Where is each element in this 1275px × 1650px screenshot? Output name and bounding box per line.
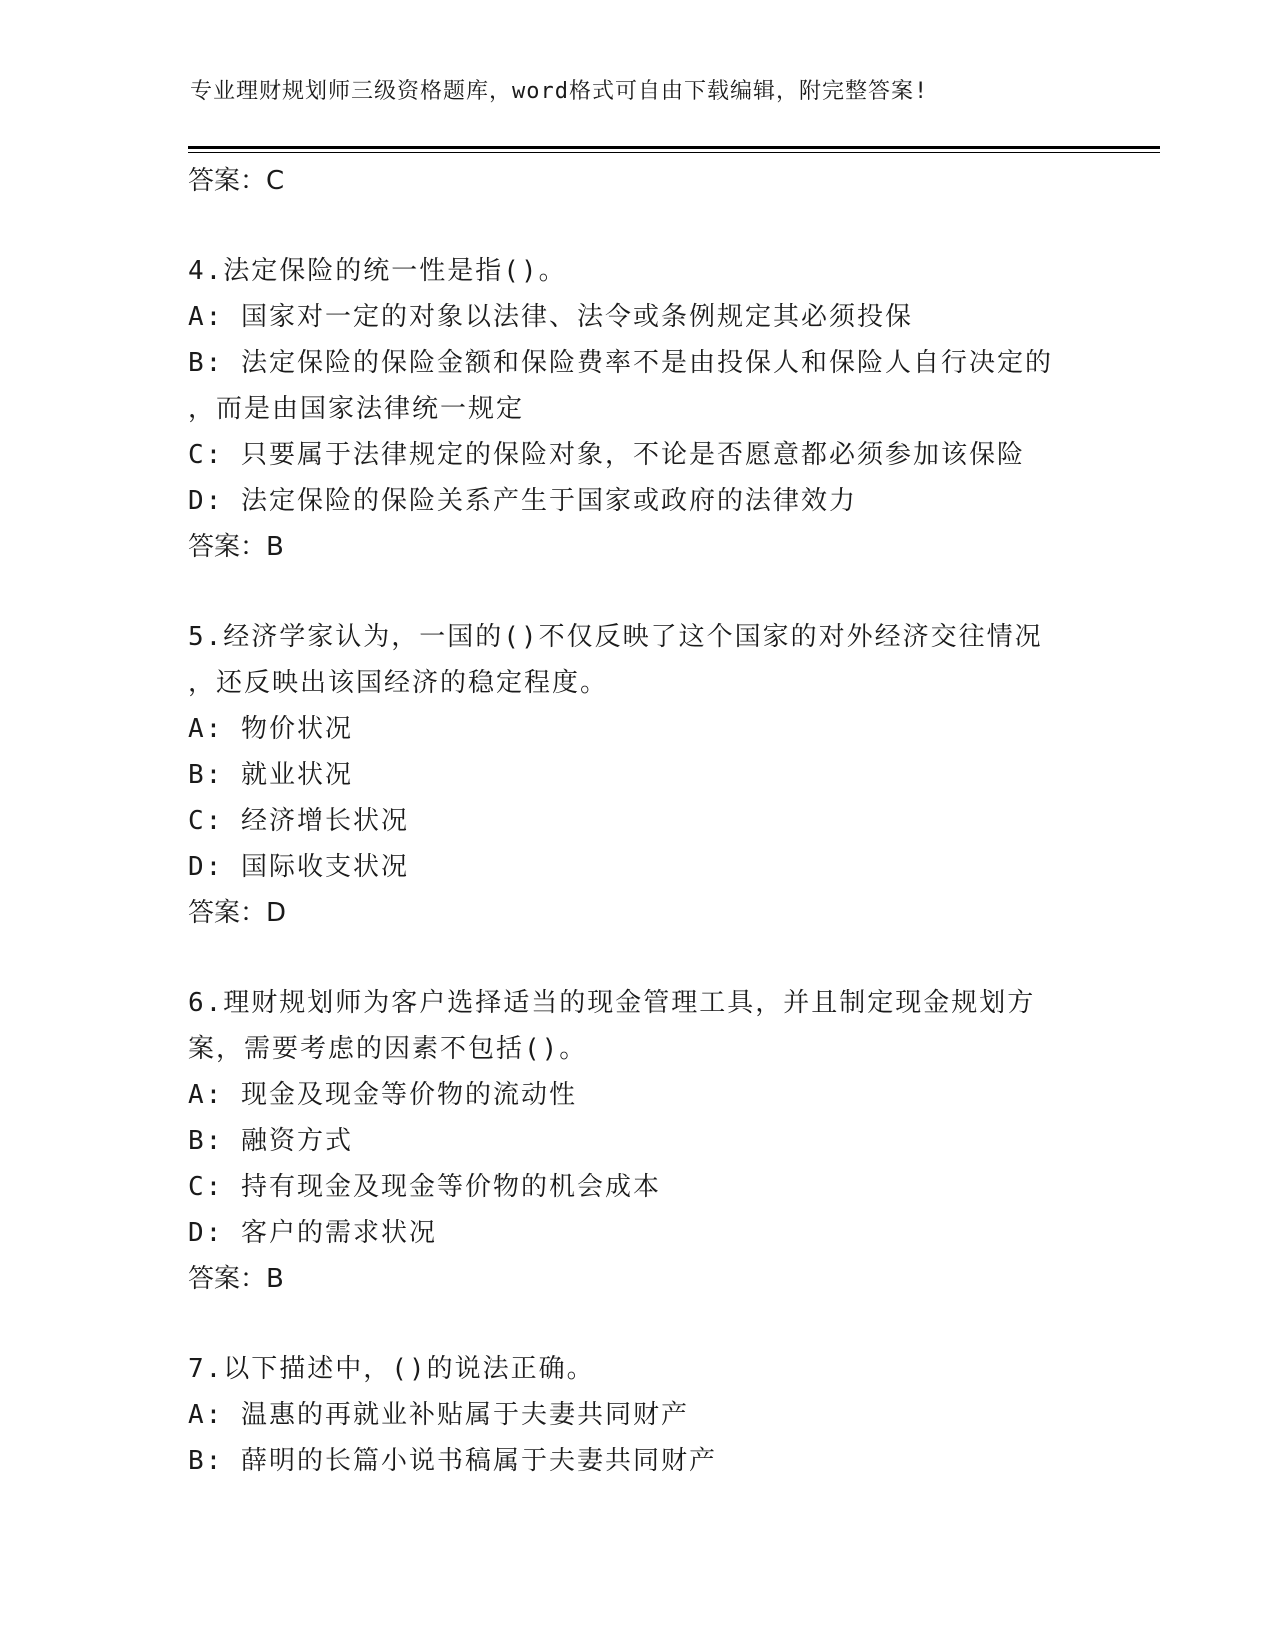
spacer: [188, 570, 1088, 614]
question-block: [188, 248, 1088, 570]
option-b: B: 薛明的长篇小说书稿属于夫妻共同财产: [188, 1446, 717, 1476]
question-stem-continued: 案，需要考虑的因素不包括()。: [188, 1034, 588, 1064]
question-block: [188, 980, 1088, 1302]
answer-line: 答案：C: [188, 166, 285, 196]
option-c: C: 持有现金及现金等价物的机会成本: [188, 1172, 661, 1202]
option-b: B: 就业状况: [188, 760, 353, 790]
question-stem: 5.经济学家认为，一国的()不仅反映了这个国家的对外经济交往情况: [188, 622, 1043, 652]
question-stem: 6.理财规划师为客户选择适当的现金管理工具，并且制定现金规划方: [188, 988, 1036, 1018]
answer-line: 答案：D: [188, 898, 287, 928]
option-d: D: 法定保险的保险关系产生于国家或政府的法律效力: [188, 486, 857, 516]
spacer: [188, 1302, 1088, 1346]
page-header: 专业理财规划师三级资格题库，word格式可自由下载编辑，附完整答案!: [190, 79, 929, 104]
question-stem: 4.法定保险的统一性是指()。: [188, 256, 567, 286]
option-b: B: 融资方式: [188, 1126, 353, 1156]
question-block: [188, 1346, 1088, 1484]
question-stem-continued: ，还反映出该国经济的稳定程度。: [188, 668, 609, 698]
question-block: [188, 614, 1088, 936]
option-c: C: 只要属于法律规定的保险对象，不论是否愿意都必须参加该保险: [188, 440, 1025, 470]
spacer: [188, 936, 1088, 980]
option-a: A: 现金及现金等价物的流动性: [188, 1080, 577, 1110]
option-b: B: 法定保险的保险金额和保险费率不是由投保人和保险人自行决定的: [188, 348, 1053, 378]
option-b-continued: ，而是由国家法律统一规定: [188, 394, 525, 424]
question-stem: 7.以下描述中，()的说法正确。: [188, 1354, 595, 1384]
option-a: A: 温惠的再就业补贴属于夫妻共同财产: [188, 1400, 689, 1430]
option-c: C: 经济增长状况: [188, 806, 409, 836]
option-a: A: 国家对一定的对象以法律、法令或条例规定其必须投保: [188, 302, 913, 332]
option-d: D: 国际收支状况: [188, 852, 409, 882]
option-d: D: 客户的需求状况: [188, 1218, 437, 1248]
spacer: [188, 204, 1088, 248]
document-body: [188, 158, 1088, 1484]
answer-line: 答案：B: [188, 1264, 284, 1294]
header-divider: [188, 146, 1160, 149]
answer-line: 答案：B: [188, 532, 284, 562]
option-a: A: 物价状况: [188, 714, 353, 744]
